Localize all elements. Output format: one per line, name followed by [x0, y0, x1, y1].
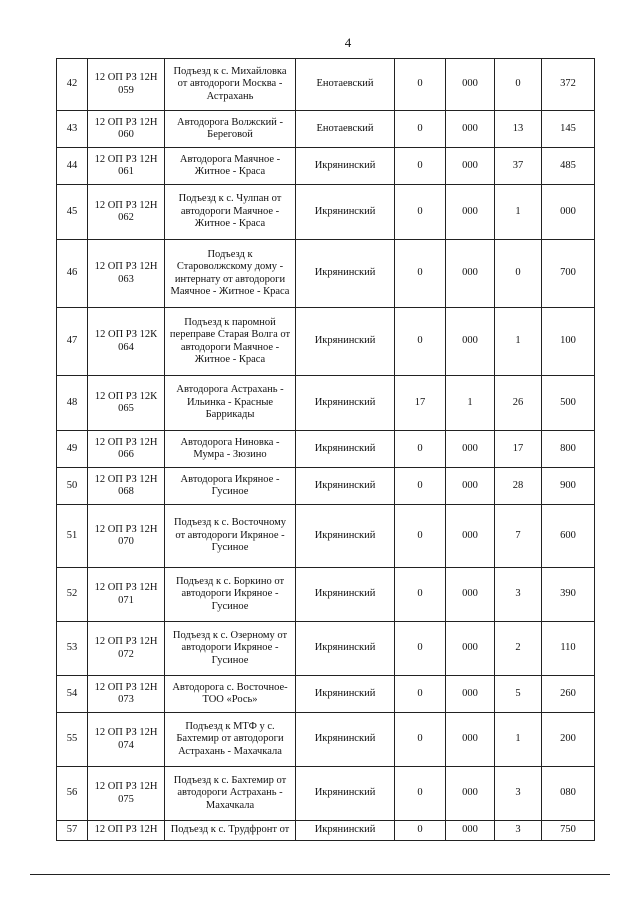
- road-code: 12 ОП РЗ 12Н 059: [88, 59, 165, 111]
- row-number: 45: [57, 185, 88, 240]
- road-code: 12 ОП РЗ 12Н 066: [88, 431, 165, 468]
- value-2: 000: [446, 59, 495, 111]
- value-4: 145: [542, 111, 595, 148]
- district-name: Икрянинский: [296, 821, 395, 841]
- row-number: 49: [57, 431, 88, 468]
- value-4: 500: [542, 376, 595, 431]
- table-row: [57, 240, 595, 308]
- district-name: Икрянинский: [296, 431, 395, 468]
- value-1: 0: [395, 505, 446, 568]
- value-4: 800: [542, 431, 595, 468]
- road-name: Подъезд к МТФ у с. Бахтемир от автодороги Астрахань - Махачкала: [165, 713, 296, 767]
- row-number: 48: [57, 376, 88, 431]
- value-2: 000: [446, 468, 495, 505]
- row-number: 51: [57, 505, 88, 568]
- table-row: [57, 767, 595, 821]
- roads-table: [56, 58, 595, 841]
- value-1: 17: [395, 376, 446, 431]
- value-4: 110: [542, 622, 595, 676]
- value-2: 000: [446, 148, 495, 185]
- district-name: Икрянинский: [296, 240, 395, 308]
- road-code: 12 ОП РЗ 12Н 073: [88, 676, 165, 713]
- value-1: 0: [395, 622, 446, 676]
- row-number: 46: [57, 240, 88, 308]
- value-2: 000: [446, 821, 495, 841]
- road-name: Автодорога Астрахань - Ильинка - Красные Баррикады: [165, 376, 296, 431]
- road-name: Подъезд к паромной переправе Старая Волга от автодороги Маячное - Житное - Краса: [165, 308, 296, 376]
- value-4: 700: [542, 240, 595, 308]
- value-3: 2: [495, 622, 542, 676]
- value-3: 13: [495, 111, 542, 148]
- value-1: 0: [395, 59, 446, 111]
- value-2: 000: [446, 185, 495, 240]
- value-4: 485: [542, 148, 595, 185]
- district-name: Икрянинский: [296, 622, 395, 676]
- value-3: 17: [495, 431, 542, 468]
- page-number: 4: [344, 35, 352, 50]
- value-4: 600: [542, 505, 595, 568]
- value-2: 000: [446, 240, 495, 308]
- road-code: 12 ОП РЗ 12Н 072: [88, 622, 165, 676]
- district-name: Икрянинский: [296, 568, 395, 622]
- row-number: 52: [57, 568, 88, 622]
- row-number: 54: [57, 676, 88, 713]
- road-code: 12 ОП РЗ 12Н 060: [88, 111, 165, 148]
- value-4: 900: [542, 468, 595, 505]
- district-name: Икрянинский: [296, 713, 395, 767]
- road-name: Подъезд к с. Боркино от автодороги Икряное - Гусиное: [165, 568, 296, 622]
- table-row: [57, 568, 595, 622]
- district-name: Икрянинский: [296, 376, 395, 431]
- value-1: 0: [395, 148, 446, 185]
- value-1: 0: [395, 568, 446, 622]
- road-code: 12 ОП РЗ 12Н 074: [88, 713, 165, 767]
- value-3: 3: [495, 767, 542, 821]
- value-1: 0: [395, 468, 446, 505]
- road-code: 12 ОП РЗ 12Н 075: [88, 767, 165, 821]
- table-row: [57, 713, 595, 767]
- road-name: Подъезд к с. Озерному от автодороги Икряное - Гусиное: [165, 622, 296, 676]
- value-4: 750: [542, 821, 595, 841]
- value-2: 000: [446, 431, 495, 468]
- value-2: 000: [446, 111, 495, 148]
- road-name: Подъезд к с. Восточному от автодороги Икряное - Гусиное: [165, 505, 296, 568]
- value-2: 000: [446, 767, 495, 821]
- row-number: 42: [57, 59, 88, 111]
- district-name: Икрянинский: [296, 148, 395, 185]
- value-2: 000: [446, 505, 495, 568]
- district-name: Икрянинский: [296, 505, 395, 568]
- road-name: Автодорога Ниновка - Мумра - Зюзино: [165, 431, 296, 468]
- value-4: 390: [542, 568, 595, 622]
- road-name: Подъезд к с. Трудфронт от: [165, 821, 296, 841]
- value-4: 100: [542, 308, 595, 376]
- value-4: 372: [542, 59, 595, 111]
- value-3: 0: [495, 59, 542, 111]
- district-name: Икрянинский: [296, 676, 395, 713]
- row-number: 57: [57, 821, 88, 841]
- road-code: 12 ОП РЗ 12К 064: [88, 308, 165, 376]
- road-name: Автодорога Волжский - Береговой: [165, 111, 296, 148]
- row-number: 55: [57, 713, 88, 767]
- value-3: 0: [495, 240, 542, 308]
- table-row: [57, 431, 595, 468]
- value-3: 3: [495, 821, 542, 841]
- road-code: 12 ОП РЗ 12Н 063: [88, 240, 165, 308]
- road-code: 12 ОП РЗ 12Н 062: [88, 185, 165, 240]
- bottom-rule: [30, 874, 610, 875]
- road-name: Подъезд к Староволжскому дому - интернату от автодороги Маячное - Житное - Краса: [165, 240, 296, 308]
- value-3: 1: [495, 713, 542, 767]
- table-row: [57, 505, 595, 568]
- row-number: 56: [57, 767, 88, 821]
- road-code: 12 ОП РЗ 12Н 071: [88, 568, 165, 622]
- district-name: Енотаевский: [296, 111, 395, 148]
- road-name: Подъезд к с. Чулпан от автодороги Маячное - Житное - Краса: [165, 185, 296, 240]
- value-2: 000: [446, 713, 495, 767]
- table-row: [57, 308, 595, 376]
- road-code: 12 ОП РЗ 12Н: [88, 821, 165, 841]
- value-1: 0: [395, 431, 446, 468]
- value-4: 000: [542, 185, 595, 240]
- table-row: [57, 59, 595, 111]
- value-4: 260: [542, 676, 595, 713]
- road-name: Автодорога Маячное - Житное - Краса: [165, 148, 296, 185]
- value-3: 1: [495, 308, 542, 376]
- road-code: 12 ОП РЗ 12К 065: [88, 376, 165, 431]
- road-code: 12 ОП РЗ 12Н 070: [88, 505, 165, 568]
- district-name: Икрянинский: [296, 468, 395, 505]
- road-name: Автодорога Икряное - Гусиное: [165, 468, 296, 505]
- table-row: [57, 622, 595, 676]
- table-row: [57, 468, 595, 505]
- value-2: 000: [446, 622, 495, 676]
- row-number: 47: [57, 308, 88, 376]
- value-1: 0: [395, 308, 446, 376]
- value-2: 000: [446, 568, 495, 622]
- roads-table-body: [57, 59, 595, 841]
- value-1: 0: [395, 821, 446, 841]
- value-1: 0: [395, 767, 446, 821]
- road-code: 12 ОП РЗ 12Н 068: [88, 468, 165, 505]
- value-1: 0: [395, 713, 446, 767]
- table-row: [57, 185, 595, 240]
- table-row: [57, 676, 595, 713]
- value-3: 7: [495, 505, 542, 568]
- value-1: 0: [395, 240, 446, 308]
- row-number: 53: [57, 622, 88, 676]
- value-3: 5: [495, 676, 542, 713]
- table-row: [57, 376, 595, 431]
- value-3: 37: [495, 148, 542, 185]
- value-3: 3: [495, 568, 542, 622]
- value-3: 26: [495, 376, 542, 431]
- road-name: Подъезд к с. Михайловка от автодороги Москва - Астрахань: [165, 59, 296, 111]
- row-number: 43: [57, 111, 88, 148]
- value-2: 000: [446, 676, 495, 713]
- value-1: 0: [395, 111, 446, 148]
- value-2: 000: [446, 308, 495, 376]
- value-2: 1: [446, 376, 495, 431]
- road-code: 12 ОП РЗ 12Н 061: [88, 148, 165, 185]
- value-3: 28: [495, 468, 542, 505]
- district-name: Икрянинский: [296, 308, 395, 376]
- table-row: [57, 111, 595, 148]
- district-name: Икрянинский: [296, 185, 395, 240]
- value-4: 080: [542, 767, 595, 821]
- value-1: 0: [395, 185, 446, 240]
- value-4: 200: [542, 713, 595, 767]
- row-number: 44: [57, 148, 88, 185]
- district-name: Енотаевский: [296, 59, 395, 111]
- road-name: Подъезд к с. Бахтемир от автодороги Астрахань - Махачкала: [165, 767, 296, 821]
- road-name: Автодорога с. Восточное- ТОО «Рось»: [165, 676, 296, 713]
- district-name: Икрянинский: [296, 767, 395, 821]
- value-1: 0: [395, 676, 446, 713]
- table-row: [57, 148, 595, 185]
- row-number: 50: [57, 468, 88, 505]
- table-row: [57, 821, 595, 841]
- value-3: 1: [495, 185, 542, 240]
